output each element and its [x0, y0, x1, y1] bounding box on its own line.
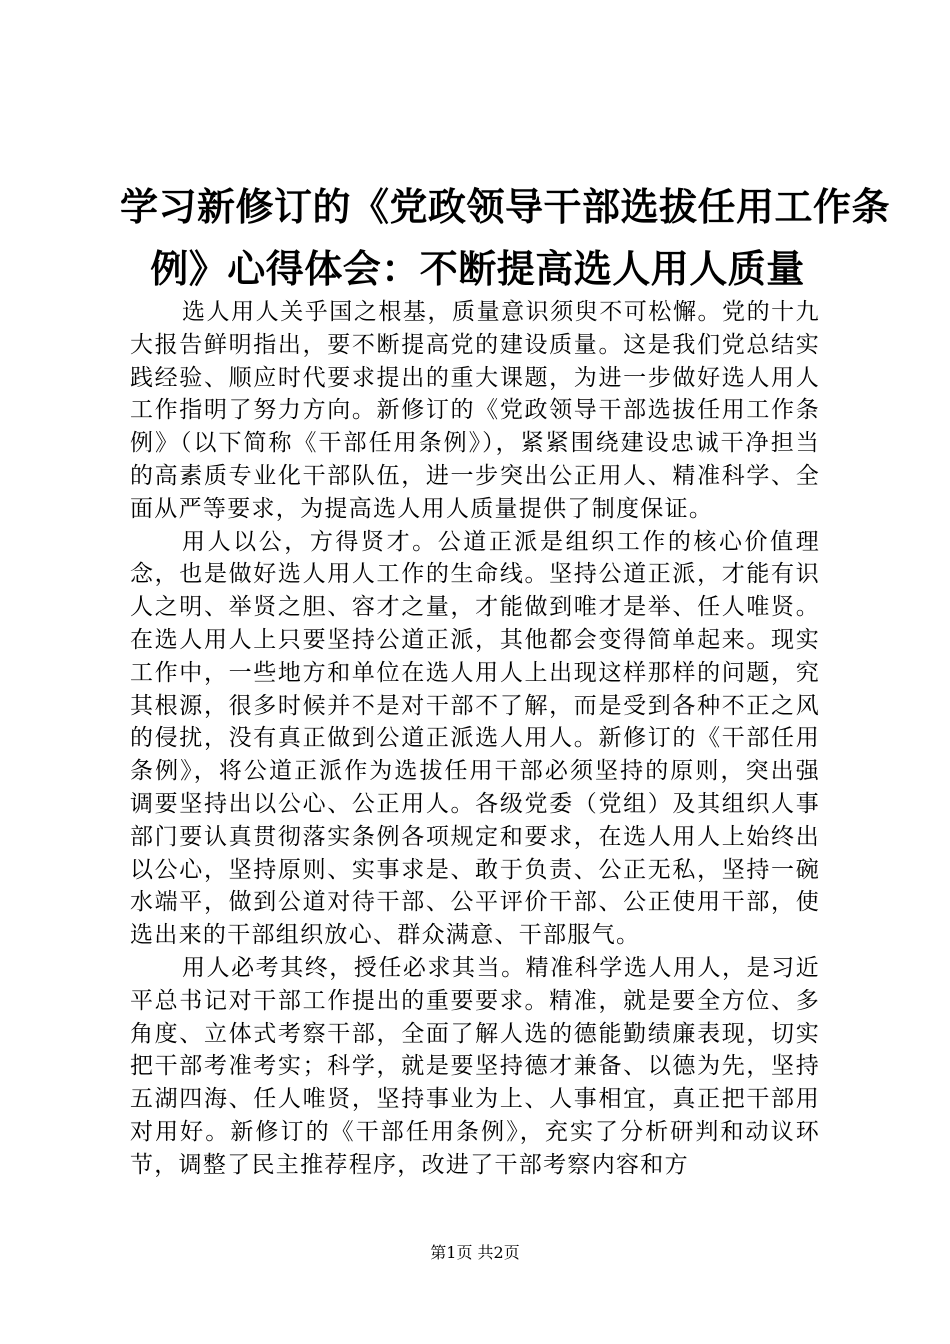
paragraph-2: 用人以公，方得贤才。公道正派是组织工作的核心价值理念，也是做好选人用人工作的生命线。坚持公道正派，才能有识人之明、举贤之胆、容才之量，才能做到唯才是举、任人唯贤。在选人用人上只要坚持公道正派，其他都会变得简单起来。现实工作中，一些地方和单位在选人用人上出现这样那样的问题，究其根源，很多时候并不是对干部不了解，而是受到各种不正之风的侵扰，没有真正做到公道正派选人用人。新修订的《干部任用条例》，将公道正派作为选拔任用干部必须坚持的原则，突出强调要坚持出以公心、公正用人。各级党委（党组）及其组织人事部门要认真贯彻落实条例各项规定和要求，在选人用人上始终出以公心，坚持原则、实事求是、敢于负责、公正无私，坚持一碗水端平，做到公道对待干部、公平评价干部、公正使用干部，使选出来的干部组织放心、群众满意、干部服气。: [130, 528, 820, 949]
title-line-1: 学习新修订的《党政领导干部选拔任用工作条: [120, 184, 891, 229]
paragraph-3: 用人必考其终，授任必求其当。精准科学选人用人，是习近平总书记对干部工作提出的重要要求。精准，就是要全方位、多角度、立体式考察干部，全面了解人选的德能勤绩廉表现，切实把干部考准考实；科学，就是要坚持德才兼备、以德为先，坚持五湖四海、任人唯贤，坚持事业为上、人事相宜，真正把干部用对用好。新修订的《干部任用条例》，充实了分析研判和动议环节，调整了民主推荐程序，改进了干部考察内容和方: [130, 954, 820, 1178]
document-title: [120, 176, 891, 300]
document-body: [130, 296, 820, 1182]
page-footer: 第1页 共2页: [430, 1243, 520, 1262]
paragraph-1: 选人用人关乎国之根基，质量意识须臾不可松懈。党的十九大报告鲜明指出，要不断提高党的建设质量。这是我们党总结实践经验、顺应时代要求提出的重大课题，为进一步做好选人用人工作指明了努力方向。新修订的《党政领导干部选拔任用工作条例》（以下简称《干部任用条例》），紧紧围绕建设忠诚干净担当的高素质专业化干部队伍，进一步突出公正用人、精准科学、全面从严等要求，为提高选人用人质量提供了制度保证。: [130, 299, 820, 522]
title-line-2: 例》心得体会：不断提高选人用人质量: [150, 246, 805, 291]
